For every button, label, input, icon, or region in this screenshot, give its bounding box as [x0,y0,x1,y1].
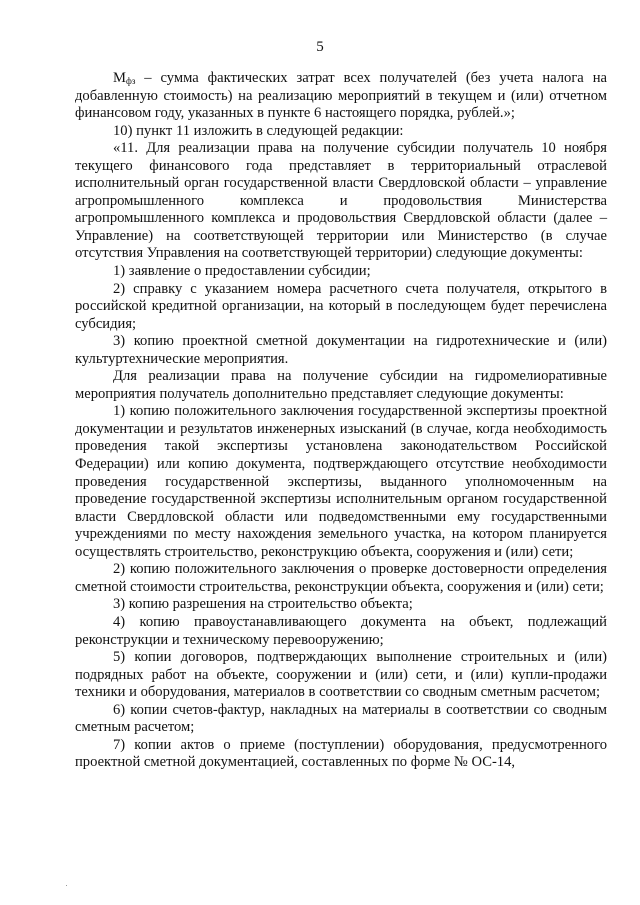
hydro-item-7-acceptance-acts: 7) копии актов о приеме (поступлении) оборудования, предусмотренного проектной сметной документацией, составленных по форме № ОС-14, [75,736,607,771]
hydro-item-2-cost-verification: 2) копию положительного заключения о проверке достоверности определения сметной стоимости строительства, реконструкции объекта, сооружения и (или) сети; [75,561,607,595]
clause-11-intro: «11. Для реализации права на получение субсидии получатель 10 ноября текущего финансового года представляет в территориальный отраслевой исполнительный орган государственной власти Свердловской области – управление агропромышленного комплекса и продовольствия Министерства агропромышленного комплекса и продовольствия Свердловской области (далее – Управление) на соответствующей территории или Министерство (в случае отсутствия Управления на соответствующей территории) следующие документы: [75,140,607,262]
document-item-3-design-estimate: 3) копию проектной сметной документации на гидротехнические и (или) культуртехнические мероприятия. [75,333,607,367]
scan-speck [66,885,67,886]
page-number: 5 [316,39,324,55]
formula-symbol: $M_{фз}$ [113,70,136,86]
formula-definition-text: – сумма фактических затрат всех получателей (без учета налога на добавленную стоимость) на реализацию мероприятий в текущем и (или) отчетном финансовом году, указанных в пункте 6 настоящего порядка, рублей.»; [75,70,607,122]
amendment-item-10: 10) пункт 11 изложить в следующей редакции: [113,122,404,139]
hydro-item-5-contracts: 5) копии договоров, подтверждающих выполнение строительных и (или) подрядных работ на объекте, сооружении и (или) сети, и (или) купли-продажи техники и оборудования, материалов в соответствии со сводным сметным расчетом; [75,649,607,701]
hydro-item-4-title-document: 4) копию правоустанавливающего документа на объект, подлежащий реконструкции и техническому перевооружению; [75,613,607,648]
hydro-item-6-invoices: 6) копии счетов-фактур, накладных на материалы в соответствии со сводным сметным расчетом; [75,701,607,736]
formula-definition-paragraph [75,70,607,123]
hydro-item-3-building-permit: 3) копию разрешения на строительство объекта; [113,596,413,613]
hydro-item-1-expertise: 1) копию положительного заключения государственной экспертизы проектной документации и результатов инженерных изысканий (в случае, когда необходимость проведения такой экспертизы установлена законодательством Российской Федерации) или копию документа, подтверждающего отсутствие необходимости проведения государственной экспертизы, выданного уполномоченным на проведение государственной экспертизы исполнительным органом государственной власти Свердловской области или подведомственными ему государственными учреждениями по месту нахождения земельного участка, на котором планируется осуществлять строительство, реконструкцию объекта, сооружения и (или) сети; [75,403,607,560]
document-item-2-bank-account: 2) справку с указанием номера расчетного счета получателя, открытого в российской кредитной организации, на который в последующем будет перечислена субсидия; [75,280,607,332]
document-item-1-application: 1) заявление о предоставлении субсидии; [113,263,371,280]
hydro-reclamation-intro: Для реализации права на получение субсидии на гидромелиоративные мероприятия получатель дополнительно представляет следующие документы: [75,368,607,402]
document-body [75,70,607,772]
